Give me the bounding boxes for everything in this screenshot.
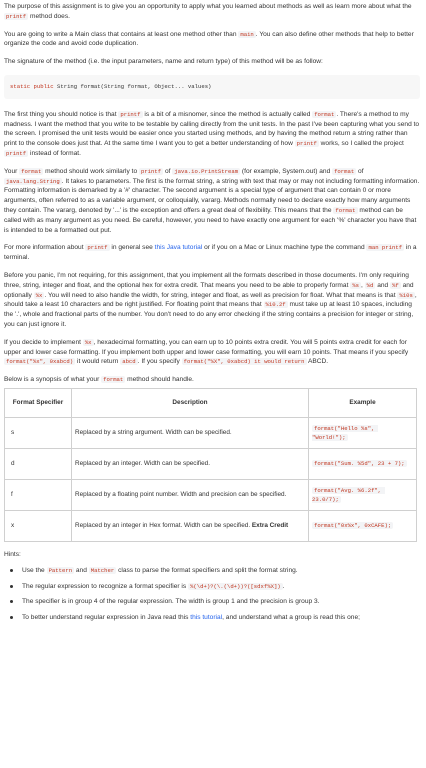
text: To better understand regular expression in Java read this bbox=[22, 614, 191, 622]
text: , hexadecimal formatting, you can earn up to 10 points extra credit. You will 5 points extra credit for each for upper and lower case formatting. If you implement both upper and lower case formatting, you will earn 10 points. That means if you specify bbox=[4, 338, 409, 356]
table-header-row bbox=[5, 388, 417, 417]
column-header: Description bbox=[72, 388, 309, 417]
text: method does. bbox=[28, 12, 70, 20]
inline-code: printf bbox=[87, 244, 108, 252]
text: works, so I called the project bbox=[318, 140, 404, 148]
inline-code: %f bbox=[392, 281, 399, 289]
inline-code: format("%x", 0xabcd) bbox=[6, 358, 74, 366]
text: it would return bbox=[75, 358, 121, 366]
hints-list bbox=[4, 566, 420, 623]
text: . You can also define other methods that help to better organize the code and avoid code duplication. bbox=[4, 30, 414, 48]
description-cell: Replaced by an integer. Width can be specified. bbox=[72, 448, 309, 479]
inline-code: main bbox=[240, 30, 254, 38]
spec-cell: f bbox=[5, 479, 72, 510]
inline-code: %x bbox=[84, 338, 92, 346]
main-class-paragraph bbox=[4, 30, 420, 50]
regex-tutorial-link[interactable]: this tutorial bbox=[190, 614, 223, 622]
inline-code: Pattern bbox=[48, 566, 73, 574]
hints-title: Hints: bbox=[4, 550, 21, 558]
text: and bbox=[74, 566, 89, 574]
column-header: Format Specifier bbox=[5, 388, 72, 417]
text: If you decide to implement bbox=[4, 338, 83, 346]
hint-item bbox=[22, 613, 420, 623]
inline-code: %d bbox=[366, 281, 374, 289]
inline-code: printf bbox=[6, 12, 27, 20]
text: must take up at least 10 spaces, including the '.', whole and fractional parts of the number. You don't need to do any error checking if the string contains a precision for integer or string, you can just ignore it. bbox=[4, 301, 414, 328]
text: Before you panic, I'm not requiring, for this assignment, that you implement all the formats described in those documents. I'm only requiring three, string, integer and float, and the optional hex for extra credit. That means you need to be able to properly format bbox=[4, 271, 409, 289]
description-text: Replaced by an integer in Hex format. Width can be specified. bbox=[75, 522, 251, 530]
table-row bbox=[5, 448, 417, 479]
intro-paragraph bbox=[4, 2, 420, 22]
inline-code: %10.2f bbox=[265, 301, 286, 309]
java-tutorial-link[interactable]: this Java tutorial bbox=[154, 244, 203, 252]
example-code: format("Hello %s", "World!"); bbox=[312, 424, 378, 441]
text: method should handle. bbox=[125, 376, 194, 384]
inline-code: %10s bbox=[399, 291, 413, 299]
inline-code: java.io.PrintStream bbox=[174, 167, 239, 175]
hint-item bbox=[22, 566, 420, 576]
signature-code-block bbox=[4, 75, 420, 99]
inline-code: printf bbox=[6, 149, 27, 157]
format-method-paragraph bbox=[4, 167, 420, 236]
text: . You will need to also handle the width, for string, integer and float, as well as precision for float. What that means is that bbox=[44, 291, 398, 299]
inline-code: format bbox=[314, 110, 335, 118]
text: Your bbox=[4, 167, 20, 175]
example-cell bbox=[309, 448, 417, 479]
inline-code: printf bbox=[296, 140, 317, 148]
text: The specifier is in group 4 of the regular expression. The width is group 1 and the precision is group 3. bbox=[22, 598, 320, 606]
text: method should work similarly to bbox=[43, 167, 139, 175]
signature-paragraph bbox=[4, 57, 420, 67]
text: The purpose of this assignment is to give you an opportunity to apply what you learned about methods as well as learn more about what the bbox=[4, 3, 412, 10]
inline-code: format bbox=[335, 206, 356, 214]
text: Below is a synopsis of what your bbox=[4, 376, 102, 384]
text: Use the bbox=[22, 566, 47, 574]
table-row bbox=[5, 510, 417, 541]
description-cell bbox=[72, 510, 309, 541]
spec-cell: d bbox=[5, 448, 72, 479]
inline-code: Matcher bbox=[90, 566, 115, 574]
code-text: String format(String format, Object... values) bbox=[53, 82, 212, 90]
spec-cell: s bbox=[5, 417, 72, 448]
inline-code: man printf bbox=[368, 244, 403, 252]
text: You are going to write a Main class that contains at least one method other than bbox=[4, 30, 239, 38]
inline-code: %(\d+)?(\.(\d+))?([sdxf%X]) bbox=[190, 582, 281, 590]
example-code: format("Sum. %5d", 23 + 7); bbox=[314, 460, 405, 468]
text: ABCD. bbox=[306, 358, 329, 366]
table-row bbox=[5, 479, 417, 510]
more-info-paragraph bbox=[4, 243, 420, 263]
text: and bbox=[375, 281, 391, 289]
example-cell bbox=[309, 479, 417, 510]
text: For more information about bbox=[4, 244, 86, 252]
text: (for example, System.out) and bbox=[240, 167, 333, 175]
example-cell bbox=[309, 510, 417, 541]
text: or if you on a Mac or Linux machine type the command bbox=[202, 244, 367, 252]
text: . It takes to parameters. The first is the format string, a string with text that may or may not including formatting information. Formatting information is demarked by a '#' character. The second argument is a special type of argument that can contain 0 or more arguments, often referred to as a variable argument, or colloquially, vararg. Methods normally need to declare exactly how many arguments they contain. The vararg, denoted by '...' is the exception and offers a great deal of flexibility. This means that the bbox=[4, 177, 420, 214]
inline-code: format bbox=[334, 167, 355, 175]
misnomer-paragraph bbox=[4, 110, 420, 159]
example-code: format("0x%x", 0xCAFE); bbox=[314, 522, 392, 530]
text: The first thing you should notice is that bbox=[4, 110, 119, 118]
spec-cell: x bbox=[5, 510, 72, 541]
column-header: Example bbox=[309, 388, 417, 417]
format-specifier-table bbox=[4, 388, 417, 542]
inline-code: printf bbox=[120, 110, 141, 118]
text: in a terminal. bbox=[4, 244, 417, 262]
hint-item bbox=[22, 582, 420, 592]
inline-code: %x bbox=[35, 291, 43, 299]
hint-item bbox=[22, 597, 420, 607]
text: of bbox=[163, 167, 173, 175]
text: of bbox=[356, 167, 364, 175]
text: . If you specify bbox=[137, 358, 182, 366]
inline-code: format bbox=[21, 167, 42, 175]
text: method can be called with as many argument as you need. Be careful, however, you need to have exactly one argument for each '%' character you have that is intended to be a formatted out put. bbox=[4, 206, 417, 234]
description-cell: Replaced by a string argument. Width can be specified. bbox=[72, 417, 309, 448]
example-code: format("Avg. %6.2f", 23.0/7); bbox=[312, 486, 385, 503]
inline-code: printf bbox=[140, 167, 162, 175]
text: , and understand what a group is read this one; bbox=[222, 614, 360, 622]
inline-code: format("%X", 0xabcd) it would return bbox=[183, 358, 305, 366]
text: and optionally bbox=[4, 281, 414, 299]
inline-code: abcd bbox=[122, 358, 136, 366]
text: The regular expression to recognize a format specifier is bbox=[22, 582, 189, 590]
text: , bbox=[360, 281, 365, 289]
inline-code: format bbox=[103, 376, 124, 384]
example-cell bbox=[309, 417, 417, 448]
inline-code: java.lang.String bbox=[6, 177, 60, 185]
code-keyword: static public bbox=[10, 82, 54, 90]
description-cell: Replaced by a floating point number. Width and precision can be specified. bbox=[72, 479, 309, 510]
text: . bbox=[282, 582, 285, 590]
synopsis-paragraph bbox=[4, 375, 420, 385]
text: . There's a method to my madness. I want the method that you write to be testable by calling directly from the unit tests. In the past I've been capturing what you send to the screen. I promised the unit tests would be easier once you started using methods, and by having the method return a string rather than print to the console does just that. At the same time I want you to get a better understanding of how bbox=[4, 110, 420, 148]
extra-credit-paragraph bbox=[4, 338, 420, 367]
text: The signature of the method (i.e. the input parameters, name and return type) of this method will be as follow: bbox=[4, 58, 323, 66]
text: is a bit of a misnomer, since the method is actually called bbox=[142, 110, 313, 118]
requirements-paragraph bbox=[4, 271, 420, 330]
inline-code: %s bbox=[352, 281, 359, 289]
text: class to parse the format specifiers and split the format string. bbox=[116, 566, 298, 574]
text: instead of format. bbox=[28, 149, 81, 157]
table-row bbox=[5, 417, 417, 448]
extra-credit-label: Extra Credit bbox=[251, 522, 289, 530]
text: , should take a least 10 characters and be right justified. For floating point that means that bbox=[4, 291, 417, 309]
text: in general see bbox=[109, 244, 155, 252]
